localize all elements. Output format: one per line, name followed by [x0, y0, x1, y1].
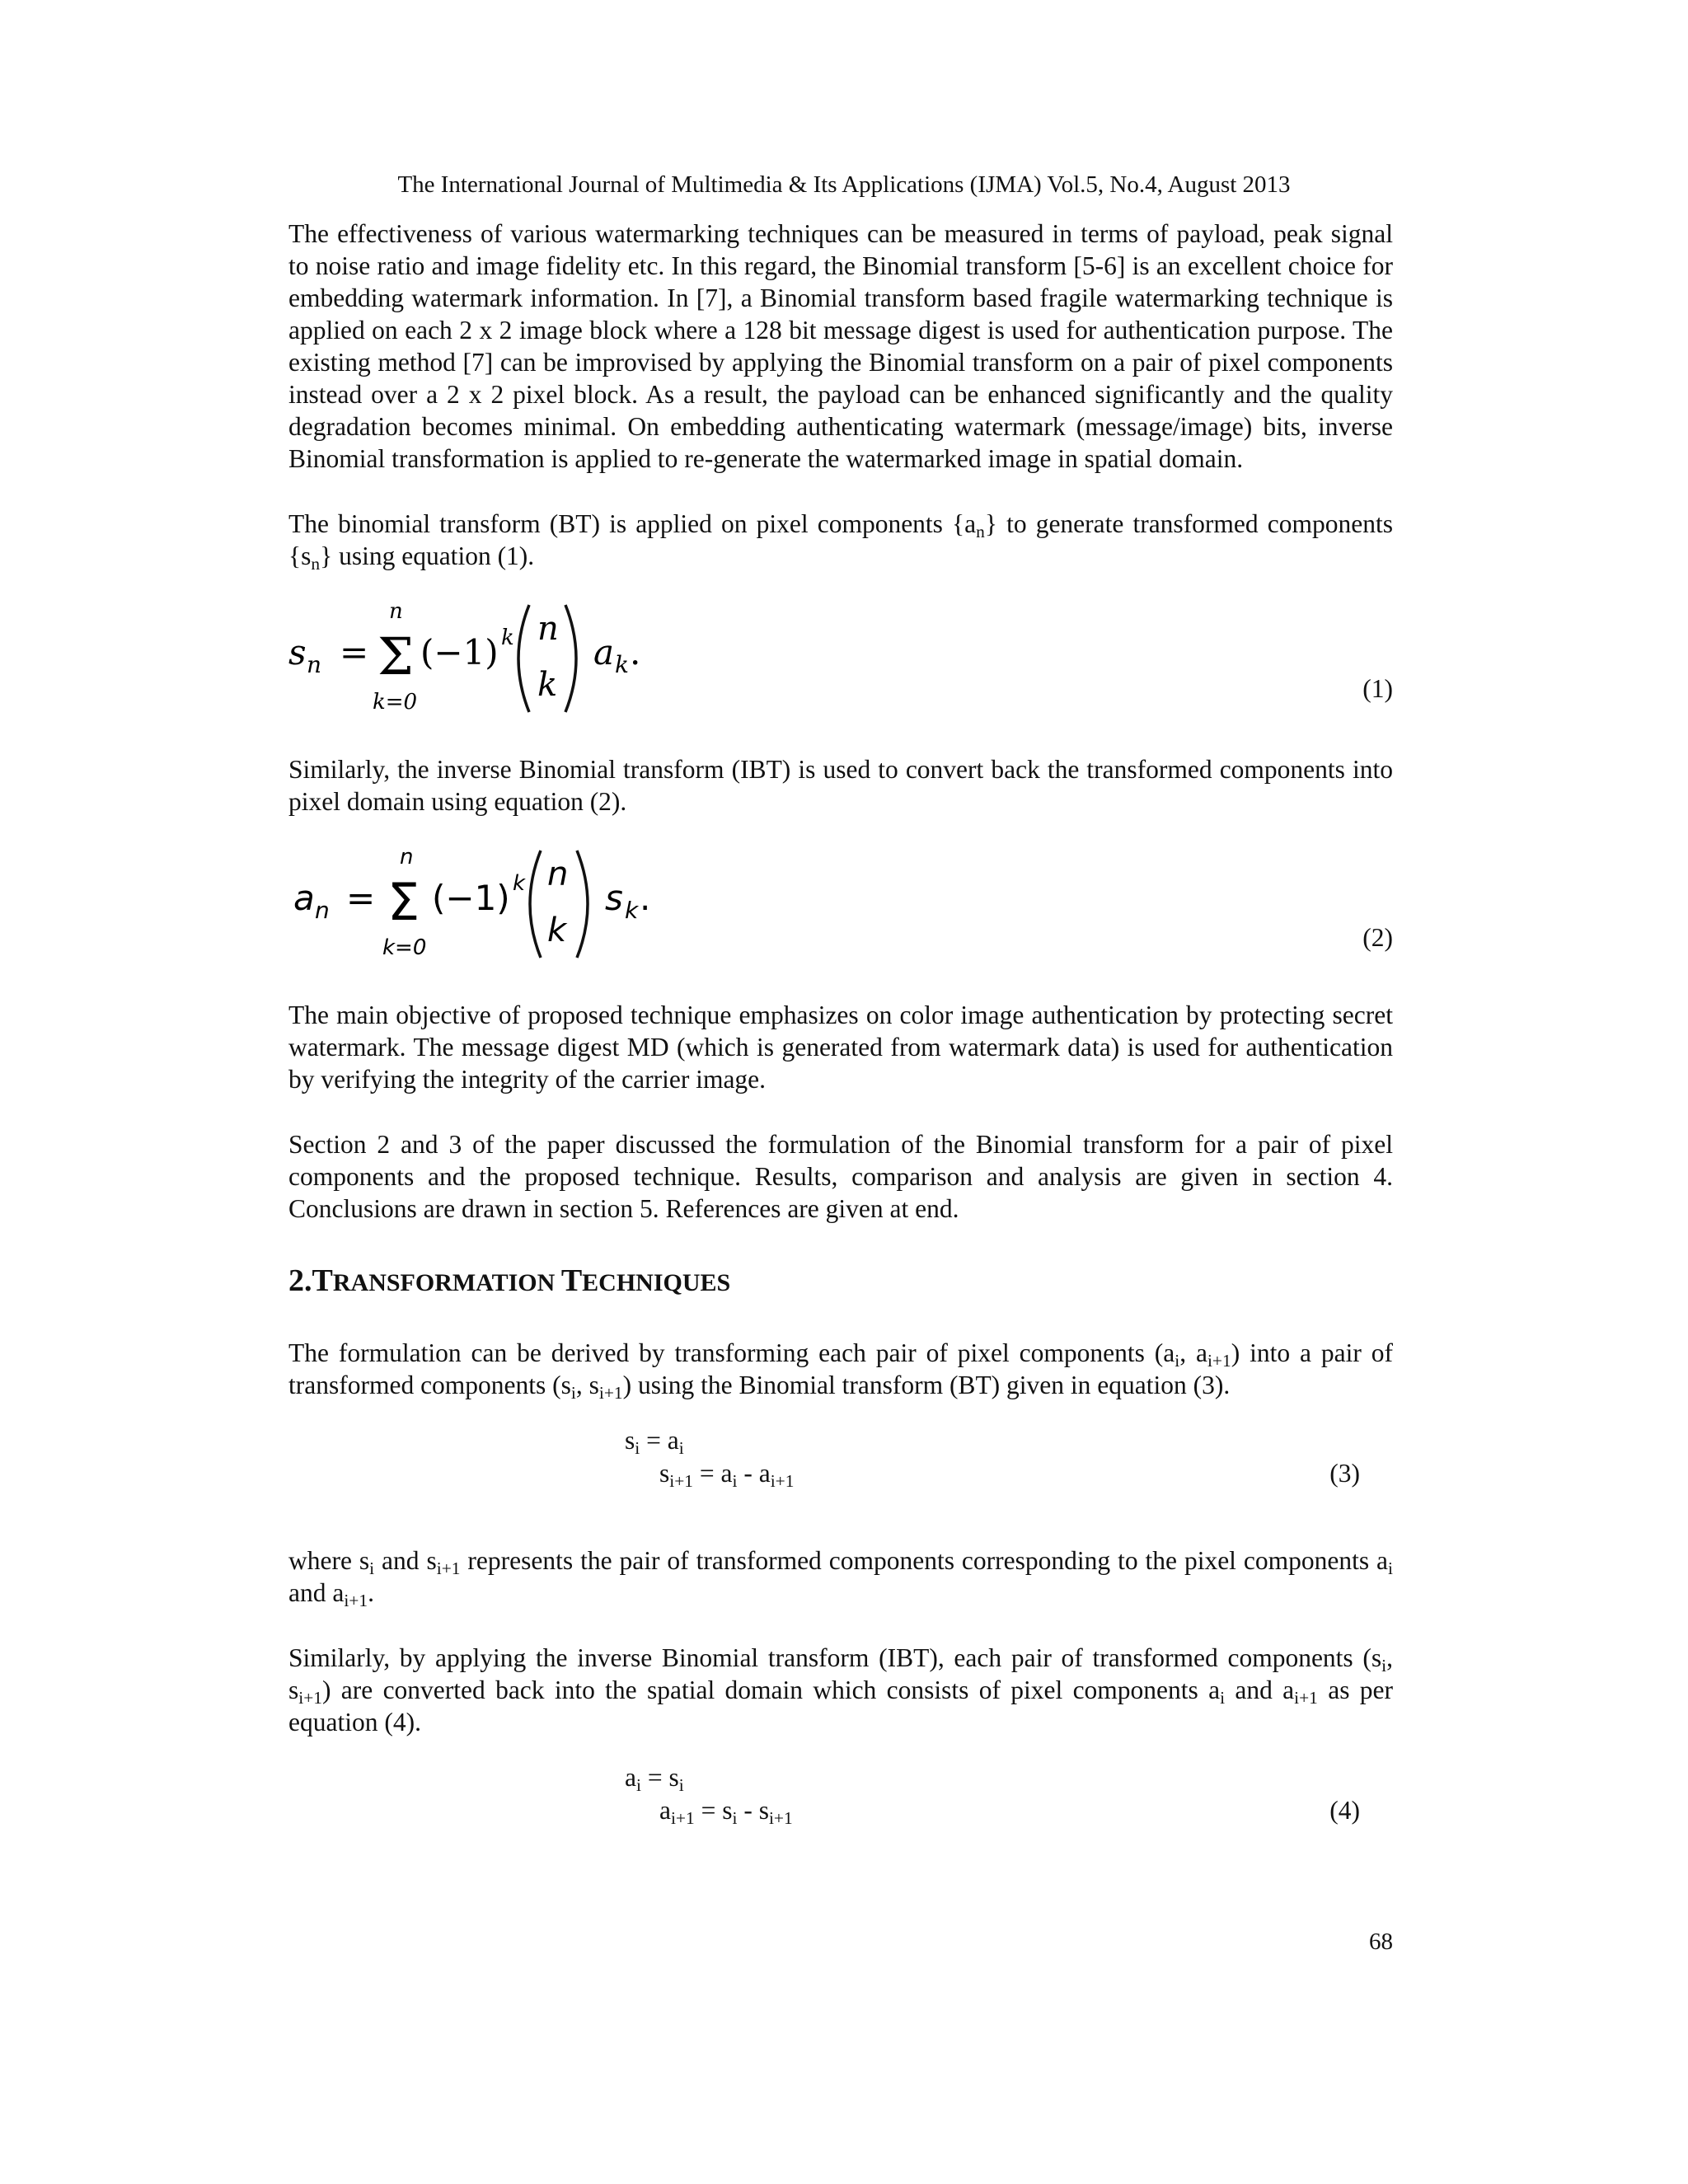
text-fragment: and s: [374, 1546, 437, 1575]
subscript: i: [1388, 1558, 1393, 1578]
eq4-line-2: [659, 1796, 793, 1828]
equation-3-number: (3): [1329, 1459, 1360, 1488]
text-fragment: ) are converted back into the spatial domain which consists of pixel components a: [322, 1675, 1221, 1704]
page-content: [288, 218, 1393, 1882]
subscript: i+1: [344, 1590, 368, 1610]
subscript: i: [732, 1807, 738, 1828]
eq1-sum-lower: k=0: [373, 690, 418, 715]
page-number: 68: [1369, 1929, 1393, 1955]
text-fragment: as per equation (4).: [288, 1675, 1393, 1736]
eq2-lhs: a: [293, 878, 315, 918]
eq1-binom-left-paren: [518, 605, 529, 712]
eq3-text: = a: [693, 1459, 733, 1488]
text-fragment: and a: [1225, 1675, 1295, 1704]
subscript: i: [369, 1558, 375, 1578]
eq4-text: a: [659, 1796, 671, 1825]
subscript: i: [678, 1774, 684, 1795]
text-fragment: represents the pair of transformed components corresponding to the pixel components a: [460, 1546, 1389, 1575]
section-heading-2: [288, 1263, 1393, 1299]
subscript: i: [1220, 1687, 1226, 1708]
eq1-term-sup: k: [501, 626, 514, 650]
eq2-binom-left-paren: [530, 851, 541, 958]
eq2-binom-bottom: k: [547, 912, 567, 949]
subscript: i: [570, 1382, 576, 1403]
equation-3: [288, 1426, 1393, 1508]
eq4-text: - s: [737, 1796, 769, 1825]
eq2-term-sup: k: [513, 871, 526, 896]
eq3-text: s: [659, 1459, 670, 1488]
equation-2: [288, 834, 1393, 974]
subscript: i: [635, 1774, 641, 1795]
subscript: i: [1381, 1655, 1387, 1675]
subscript: i: [1175, 1350, 1180, 1371]
eq3-text: s: [625, 1426, 635, 1455]
eq1-lhs-sub: n: [307, 651, 322, 678]
text-fragment: ) into a pair of transformed components (s: [288, 1338, 1394, 1399]
text-fragment: , s: [288, 1643, 1393, 1704]
subscript: i+1: [768, 1807, 793, 1828]
text-fragment: The binomial transform (BT) is applied on pixel components {a: [288, 509, 977, 538]
subscript: i+1: [770, 1470, 795, 1491]
eq2-dot: .: [640, 878, 651, 918]
text-fragment: , a: [1179, 1338, 1207, 1367]
subscript: i+1: [1207, 1350, 1231, 1371]
text-fragment: and a: [288, 1578, 345, 1607]
subscript: i: [678, 1437, 684, 1458]
eq1-var: a: [593, 632, 615, 673]
subscript: i+1: [298, 1687, 322, 1708]
eq3-line-2: [659, 1459, 795, 1491]
paragraph-bt-definition: [288, 508, 1393, 572]
subscript: i+1: [1294, 1687, 1318, 1708]
eq1-binom-bottom: k: [537, 666, 558, 704]
eq2-equals: =: [346, 878, 376, 918]
text-fragment: } using equation (1).: [320, 541, 535, 570]
eq4-text: = s: [640, 1763, 679, 1792]
paragraph-intro: The effectiveness of various watermarking techniques can be measured in terms of payload, peak signal to noise ratio and image fidelity etc. In this regard, the Binomial transform [5-6] is an excellent choice for embedding watermark information. In [7], a Binomial transform based fragile watermarking technique is applied on each 2 x 2 image block where a 128 bit message digest is used for authentication purpose. The existing method [7] can be improvised by applying the Binomial transform on a pair of pixel components instead over a 2 x 2 pixel block. As a result, the payload can be enhanced significantly and the quality degradation becomes minimal. On embedding authenticating watermark (message/image) bits, inverse Binomial transformation is applied to re-generate the watermarked image in spatial domain.: [288, 219, 1393, 473]
eq1-equals: =: [340, 632, 369, 673]
eq2-lhs-sub: n: [315, 897, 330, 924]
eq2-sum-lower: k=0: [382, 935, 427, 960]
paragraph-objective: The main objective of proposed technique emphasizes on color image authentication by protecting secret watermark. The message digest MD (which is generated from watermark data) is used for authentication by verifying the integrity of the carrier image.: [288, 1001, 1393, 1094]
eq1-term: (−1): [420, 632, 499, 673]
eq4-text: a: [625, 1763, 636, 1792]
section-title-cap: T: [312, 1263, 333, 1298]
equation-1-graphic: [288, 588, 701, 729]
eq1-binom-right-paren: [565, 605, 576, 712]
text-fragment: ) using the Binomial transform (BT) given in equation (3).: [622, 1371, 1231, 1399]
subscript: n: [311, 553, 321, 574]
eq1-binom-top: n: [537, 610, 559, 648]
section-title-smallcaps: ECHNIQUES: [582, 1269, 731, 1296]
section-title-smallcaps: RANSFORMATION: [332, 1269, 561, 1296]
eq2-term: (−1): [432, 878, 510, 918]
eq2-binom-right-paren: [577, 851, 588, 958]
eq2-sum-upper: n: [400, 845, 414, 869]
subscript: i+1: [598, 1382, 623, 1403]
eq3-text: = a: [640, 1426, 679, 1455]
subscript: n: [976, 521, 985, 541]
paragraph-where: [288, 1544, 1393, 1609]
section-title-cap: T: [560, 1263, 583, 1298]
equation-2-number: (2): [1362, 923, 1393, 952]
subscript: i+1: [669, 1470, 693, 1491]
eq2-var-sub: k: [625, 897, 639, 924]
eq2-binom-top: n: [547, 855, 569, 893]
eq3-text: - a: [737, 1459, 771, 1488]
eq1-lhs: s: [288, 632, 307, 673]
equation-4: [288, 1763, 1393, 1845]
eq1-sigma: Σ: [377, 626, 414, 687]
section-number: 2.: [288, 1263, 312, 1298]
subscript: i: [635, 1437, 640, 1458]
equation-1-number: (1): [1362, 674, 1393, 703]
eq2-sigma: Σ: [387, 872, 420, 932]
eq1-dot: .: [630, 632, 641, 673]
text-fragment: } to generate transformed components {s: [288, 509, 1393, 570]
eq2-var: s: [605, 878, 623, 918]
text-fragment: .: [368, 1578, 374, 1607]
text-fragment: Similarly, by applying the inverse Binomial transform (IBT), each pair of transformed components (s: [288, 1643, 1382, 1672]
subscript: i: [732, 1470, 738, 1491]
paragraph-formulation: [288, 1337, 1393, 1401]
eq3-line-1: [625, 1426, 684, 1458]
subscript: i+1: [670, 1807, 695, 1828]
paragraph-organization: Section 2 and 3 of the paper discussed the formulation of the Binomial transform for a pair of pixel components and the proposed technique. Results, comparison and analysis are given in section 4. Conclusions are drawn in section 5. References are given at end.: [288, 1130, 1393, 1223]
equation-2-graphic: [288, 834, 701, 974]
equation-1: [288, 588, 1393, 729]
eq1-var-sub: k: [615, 651, 629, 678]
eq4-text: = s: [694, 1796, 733, 1825]
text-fragment: , s: [575, 1371, 599, 1399]
subscript: i+1: [436, 1558, 461, 1578]
text-fragment: where s: [288, 1546, 370, 1575]
eq4-line-1: [625, 1763, 684, 1793]
paragraph-ibt-definition: Similarly, the inverse Binomial transform (IBT) is used to convert back the transformed components into pixel domain using equation (2).: [288, 755, 1393, 816]
text-fragment: The formulation can be derived by transforming each pair of pixel components (a: [288, 1338, 1175, 1367]
equation-4-number: (4): [1329, 1796, 1360, 1825]
running-header: The International Journal of Multimedia & Its Applications (IJMA) Vol.5, No.4, August 2013: [397, 171, 1291, 198]
paragraph-inverse: [288, 1642, 1393, 1738]
eq1-sum-upper: n: [389, 599, 403, 624]
